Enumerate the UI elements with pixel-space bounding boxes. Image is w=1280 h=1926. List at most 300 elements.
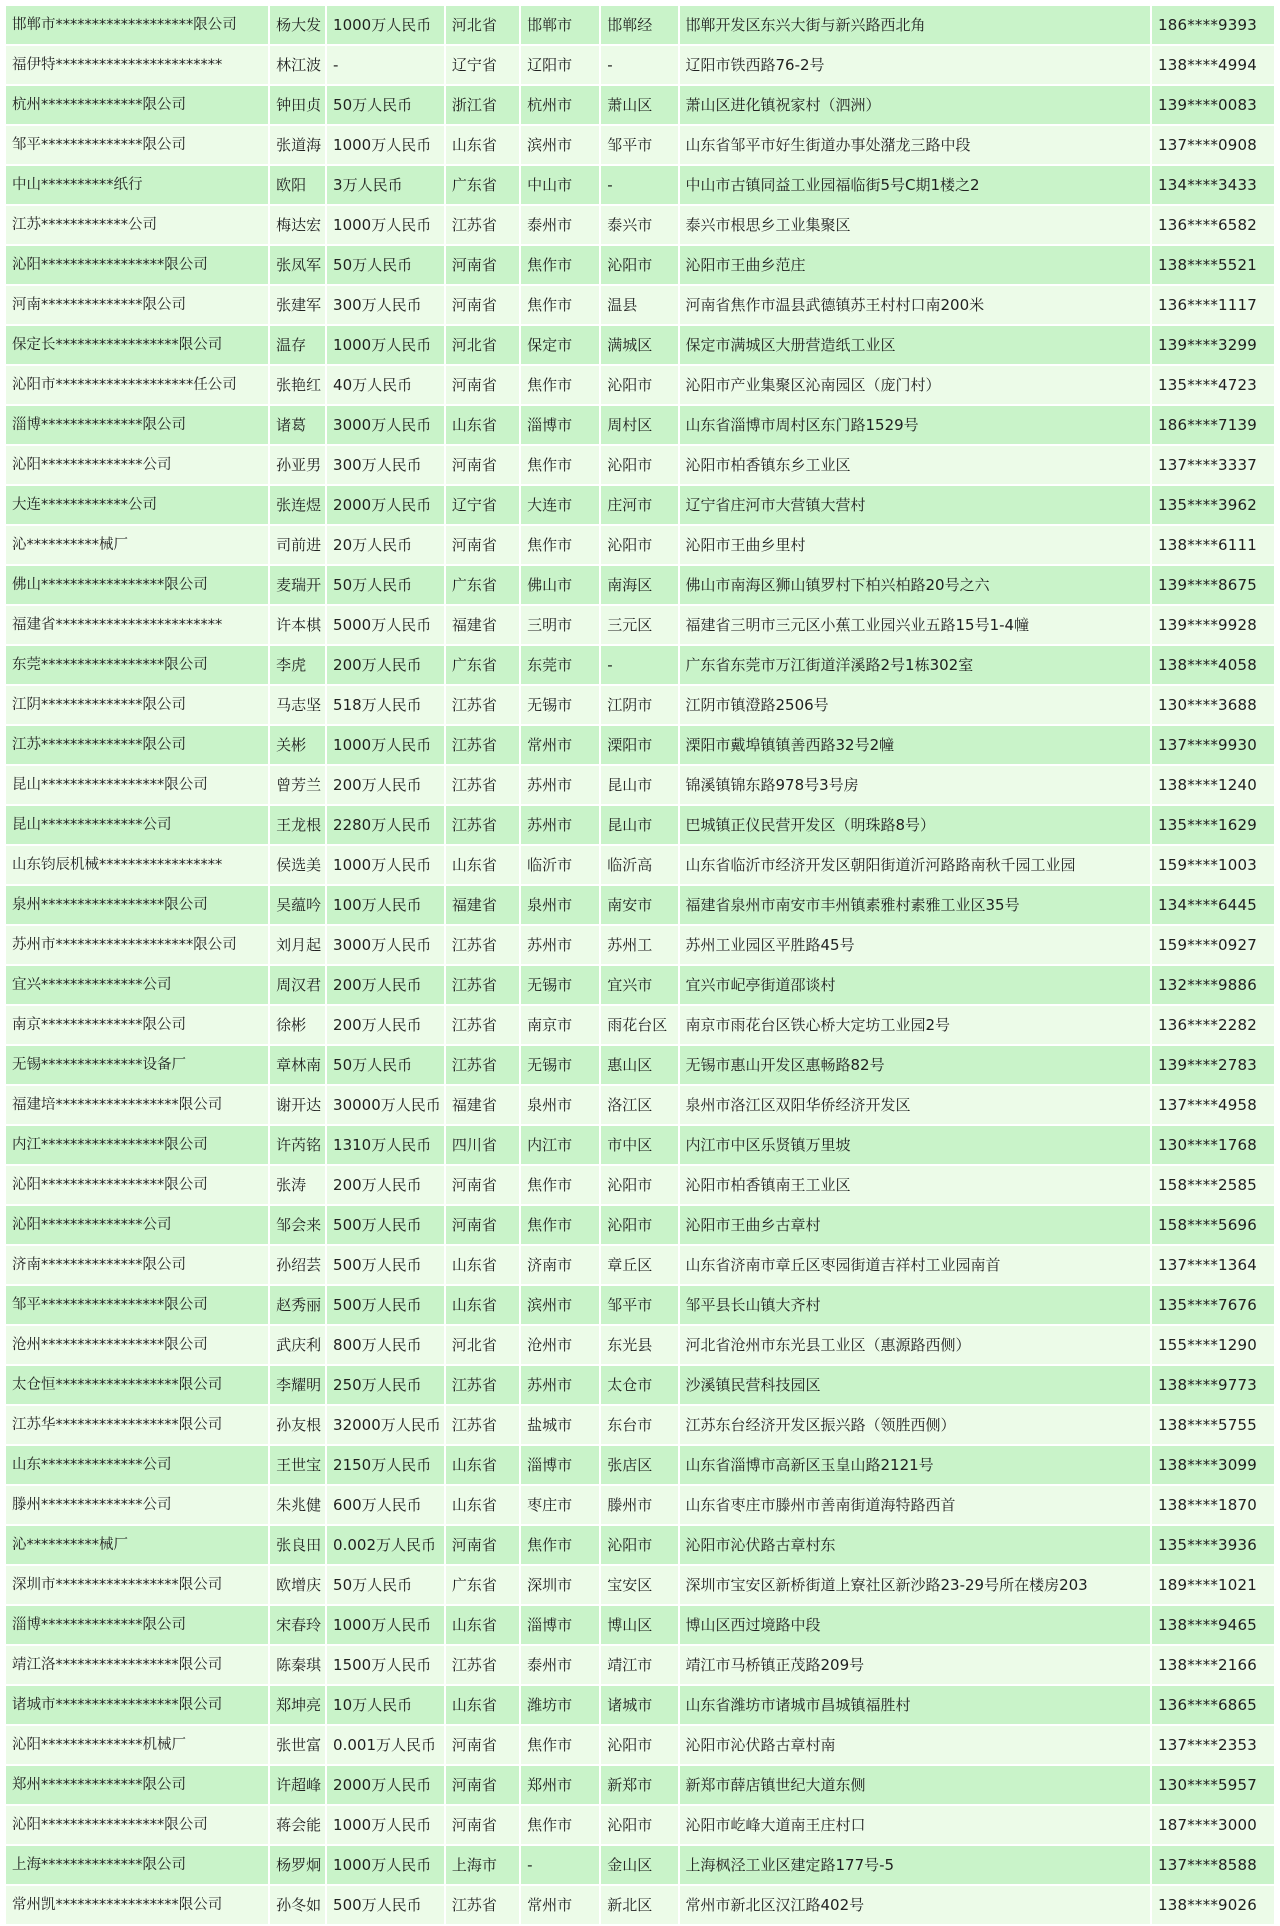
table-row bbox=[6, 166, 1274, 204]
province-cell: 河南省 bbox=[446, 366, 519, 404]
city-cell: 滨州市 bbox=[521, 126, 599, 164]
table-row bbox=[6, 1446, 1274, 1484]
district-cell: 沁阳市 bbox=[601, 446, 677, 484]
legal-representative-cell: 吴蕴吟 bbox=[270, 886, 325, 924]
table-row bbox=[6, 1846, 1274, 1884]
legal-representative-cell: 邹会来 bbox=[270, 1206, 325, 1244]
phone-cell: 136****1117 bbox=[1152, 286, 1274, 324]
city-cell: 杭州市 bbox=[521, 86, 599, 124]
district-cell: 东台市 bbox=[601, 1406, 677, 1444]
phone-cell: 138****3099 bbox=[1152, 1446, 1274, 1484]
address-cell: 南京市雨花台区铁心桥大定坊工业园2号 bbox=[680, 1006, 1151, 1044]
registered-capital-cell: 200万人民币 bbox=[327, 646, 444, 684]
district-cell: 诸城市 bbox=[601, 1686, 677, 1724]
table-row bbox=[6, 1006, 1274, 1044]
phone-cell: 139****2783 bbox=[1152, 1046, 1274, 1084]
phone-cell: 135****3936 bbox=[1152, 1526, 1274, 1564]
address-cell: 福建省三明市三元区小蕉工业园兴业五路15号1-4幢 bbox=[680, 606, 1151, 644]
district-cell: 博山区 bbox=[601, 1606, 677, 1644]
phone-cell: 136****2282 bbox=[1152, 1006, 1274, 1044]
district-cell: - bbox=[601, 166, 677, 204]
city-cell: 泉州市 bbox=[521, 1086, 599, 1124]
registered-capital-cell: 1000万人民币 bbox=[327, 1846, 444, 1884]
address-cell: 江阴市镇澄路2506号 bbox=[680, 686, 1151, 724]
address-cell: 苏州工业园区平胜路45号 bbox=[680, 926, 1151, 964]
registered-capital-cell: 1500万人民币 bbox=[327, 1646, 444, 1684]
company-name-cell: 沁阳*****************限公司 bbox=[6, 1166, 268, 1204]
province-cell: 河北省 bbox=[446, 6, 519, 44]
district-cell: 太仓市 bbox=[601, 1366, 677, 1404]
legal-representative-cell: 许超峰 bbox=[270, 1766, 325, 1804]
address-cell: 沁阳市沁伏路古章村南 bbox=[680, 1726, 1151, 1764]
company-name-cell: 邹平*****************限公司 bbox=[6, 1286, 268, 1324]
address-cell: 佛山市南海区狮山镇罗村下柏兴柏路20号之六 bbox=[680, 566, 1151, 604]
city-cell: 潍坊市 bbox=[521, 1686, 599, 1724]
district-cell: 溧阳市 bbox=[601, 726, 677, 764]
city-cell: 枣庄市 bbox=[521, 1486, 599, 1524]
legal-representative-cell: 孙绍芸 bbox=[270, 1246, 325, 1284]
district-cell: 温县 bbox=[601, 286, 677, 324]
legal-representative-cell: 蒋会能 bbox=[270, 1806, 325, 1844]
phone-cell: 137****0908 bbox=[1152, 126, 1274, 164]
phone-cell: 136****6582 bbox=[1152, 206, 1274, 244]
table-row bbox=[6, 1286, 1274, 1324]
registered-capital-cell: 0.002万人民币 bbox=[327, 1526, 444, 1564]
district-cell: 宜兴市 bbox=[601, 966, 677, 1004]
registered-capital-cell: 2000万人民币 bbox=[327, 1766, 444, 1804]
district-cell: 庄河市 bbox=[601, 486, 677, 524]
address-cell: 广东省东莞市万江街道洋溪路2号1栋302室 bbox=[680, 646, 1151, 684]
table-row bbox=[6, 1726, 1274, 1764]
company-name-cell: 江苏**************限公司 bbox=[6, 726, 268, 764]
company-name-cell: 杭州**************限公司 bbox=[6, 86, 268, 124]
district-cell: 临沂高 bbox=[601, 846, 677, 884]
legal-representative-cell: 张涛 bbox=[270, 1166, 325, 1204]
province-cell: 河南省 bbox=[446, 1526, 519, 1564]
legal-representative-cell: 杨罗炯 bbox=[270, 1846, 325, 1884]
phone-cell: 158****5696 bbox=[1152, 1206, 1274, 1244]
province-cell: 山东省 bbox=[446, 126, 519, 164]
city-cell: 南京市 bbox=[521, 1006, 599, 1044]
city-cell: 苏州市 bbox=[521, 806, 599, 844]
company-name-cell: 泉州*****************限公司 bbox=[6, 886, 268, 924]
company-name-cell: 东莞*****************限公司 bbox=[6, 646, 268, 684]
registered-capital-cell: 3000万人民币 bbox=[327, 926, 444, 964]
province-cell: 河南省 bbox=[446, 246, 519, 284]
district-cell: - bbox=[601, 46, 677, 84]
registered-capital-cell: 2000万人民币 bbox=[327, 486, 444, 524]
legal-representative-cell: 张建军 bbox=[270, 286, 325, 324]
table-row bbox=[6, 926, 1274, 964]
address-cell: 山东省邹平市好生街道办事处潴龙三路中段 bbox=[680, 126, 1151, 164]
address-cell: 沁阳市屹峰大道南王庄村口 bbox=[680, 1806, 1151, 1844]
legal-representative-cell: 谢开达 bbox=[270, 1086, 325, 1124]
city-cell: 邯郸市 bbox=[521, 6, 599, 44]
legal-representative-cell: 孙亚男 bbox=[270, 446, 325, 484]
address-cell: 山东省潍坊市诸城市昌城镇福胜村 bbox=[680, 1686, 1151, 1724]
table-row bbox=[6, 1606, 1274, 1644]
registered-capital-cell: 250万人民币 bbox=[327, 1366, 444, 1404]
company-name-cell: 佛山*****************限公司 bbox=[6, 566, 268, 604]
address-cell: 辽阳市铁西路76-2号 bbox=[680, 46, 1151, 84]
city-cell: 滨州市 bbox=[521, 1286, 599, 1324]
legal-representative-cell: 曾芳兰 bbox=[270, 766, 325, 804]
legal-representative-cell: 张凤军 bbox=[270, 246, 325, 284]
city-cell: 焦作市 bbox=[521, 366, 599, 404]
company-name-cell: 沁阳**************机械厂 bbox=[6, 1726, 268, 1764]
district-cell: 沁阳市 bbox=[601, 526, 677, 564]
province-cell: 江苏省 bbox=[446, 806, 519, 844]
table-row bbox=[6, 1406, 1274, 1444]
city-cell: 无锡市 bbox=[521, 966, 599, 1004]
city-cell: 沧州市 bbox=[521, 1326, 599, 1364]
table-row bbox=[6, 566, 1274, 604]
province-cell: 广东省 bbox=[446, 166, 519, 204]
address-cell: 邹平县长山镇大齐村 bbox=[680, 1286, 1151, 1324]
table-row bbox=[6, 486, 1274, 524]
address-cell: 福建省泉州市南安市丰州镇素雅村素雅工业区35号 bbox=[680, 886, 1151, 924]
address-cell: 中山市古镇同益工业园福临街5号C期1楼之2 bbox=[680, 166, 1151, 204]
company-name-cell: 中山**********纸行 bbox=[6, 166, 268, 204]
legal-representative-cell: 钟田贞 bbox=[270, 86, 325, 124]
phone-cell: 138****9026 bbox=[1152, 1886, 1274, 1924]
registered-capital-cell: 30000万人民币 bbox=[327, 1086, 444, 1124]
city-cell: 苏州市 bbox=[521, 1366, 599, 1404]
city-cell: 焦作市 bbox=[521, 1166, 599, 1204]
city-cell: 济南市 bbox=[521, 1246, 599, 1284]
company-name-cell: 无锡**************设备厂 bbox=[6, 1046, 268, 1084]
city-cell: 淄博市 bbox=[521, 1606, 599, 1644]
registered-capital-cell: 50万人民币 bbox=[327, 1046, 444, 1084]
registered-capital-cell: 2150万人民币 bbox=[327, 1446, 444, 1484]
phone-cell: 139****9928 bbox=[1152, 606, 1274, 644]
province-cell: 广东省 bbox=[446, 566, 519, 604]
city-cell: 焦作市 bbox=[521, 1526, 599, 1564]
address-cell: 内江市中区乐贤镇万里坡 bbox=[680, 1126, 1151, 1164]
district-cell: 东光县 bbox=[601, 1326, 677, 1364]
city-cell: 无锡市 bbox=[521, 686, 599, 724]
registered-capital-cell: 518万人民币 bbox=[327, 686, 444, 724]
province-cell: 广东省 bbox=[446, 646, 519, 684]
city-cell: 焦作市 bbox=[521, 1726, 599, 1764]
company-name-cell: 内江*****************限公司 bbox=[6, 1126, 268, 1164]
phone-cell: 137****8588 bbox=[1152, 1846, 1274, 1884]
company-name-cell: 江阴**************限公司 bbox=[6, 686, 268, 724]
phone-cell: 138****2166 bbox=[1152, 1646, 1274, 1684]
province-cell: 江苏省 bbox=[446, 1006, 519, 1044]
phone-cell: 137****2353 bbox=[1152, 1726, 1274, 1764]
district-cell: 雨花台区 bbox=[601, 1006, 677, 1044]
registered-capital-cell: 1000万人民币 bbox=[327, 6, 444, 44]
province-cell: 江苏省 bbox=[446, 1886, 519, 1924]
legal-representative-cell: 赵秀丽 bbox=[270, 1286, 325, 1324]
table-row bbox=[6, 406, 1274, 444]
registered-capital-cell: 10万人民币 bbox=[327, 1686, 444, 1724]
table-row bbox=[6, 1166, 1274, 1204]
district-cell: 邹平市 bbox=[601, 1286, 677, 1324]
legal-representative-cell: 关彬 bbox=[270, 726, 325, 764]
address-cell: 靖江市马桥镇正茂路209号 bbox=[680, 1646, 1151, 1684]
city-cell: 泉州市 bbox=[521, 886, 599, 924]
district-cell: 沁阳市 bbox=[601, 246, 677, 284]
district-cell: 南安市 bbox=[601, 886, 677, 924]
province-cell: 福建省 bbox=[446, 886, 519, 924]
registered-capital-cell: 200万人民币 bbox=[327, 766, 444, 804]
phone-cell: 135****1629 bbox=[1152, 806, 1274, 844]
company-name-cell: 沁阳市*******************任公司 bbox=[6, 366, 268, 404]
company-name-cell: 沁阳*****************限公司 bbox=[6, 1806, 268, 1844]
address-cell: 邯郸开发区东兴大街与新兴路西北角 bbox=[680, 6, 1151, 44]
table-row bbox=[6, 886, 1274, 924]
address-cell: 江苏东台经济开发区振兴路（领胜西侧） bbox=[680, 1406, 1151, 1444]
company-name-cell: 河南**************限公司 bbox=[6, 286, 268, 324]
province-cell: 河南省 bbox=[446, 1766, 519, 1804]
registered-capital-cell: 50万人民币 bbox=[327, 566, 444, 604]
legal-representative-cell: 孙冬如 bbox=[270, 1886, 325, 1924]
address-cell: 山东省淄博市高新区玉皇山路2121号 bbox=[680, 1446, 1151, 1484]
company-name-cell: 江苏华*****************限公司 bbox=[6, 1406, 268, 1444]
phone-cell: 137****3337 bbox=[1152, 446, 1274, 484]
legal-representative-cell: 欧增庆 bbox=[270, 1566, 325, 1604]
table-body bbox=[6, 6, 1274, 1924]
company-name-cell: 邹平**************限公司 bbox=[6, 126, 268, 164]
city-cell: 苏州市 bbox=[521, 766, 599, 804]
legal-representative-cell: 杨大发 bbox=[270, 6, 325, 44]
province-cell: 四川省 bbox=[446, 1126, 519, 1164]
address-cell: 沁阳市王曲乡里村 bbox=[680, 526, 1151, 564]
legal-representative-cell: 欧阳 bbox=[270, 166, 325, 204]
phone-cell: 159****0927 bbox=[1152, 926, 1274, 964]
address-cell: 宜兴市屺亭街道邵谈村 bbox=[680, 966, 1151, 1004]
district-cell: 满城区 bbox=[601, 326, 677, 364]
table-row bbox=[6, 846, 1274, 884]
address-cell: 巴城镇正仪民营开发区（明珠路8号） bbox=[680, 806, 1151, 844]
city-cell: 焦作市 bbox=[521, 526, 599, 564]
company-name-cell: 沁**********械厂 bbox=[6, 1526, 268, 1564]
phone-cell: 159****1003 bbox=[1152, 846, 1274, 884]
company-name-cell: 靖江洛*****************限公司 bbox=[6, 1646, 268, 1684]
legal-representative-cell: 许芮铭 bbox=[270, 1126, 325, 1164]
registered-capital-cell: 100万人民币 bbox=[327, 886, 444, 924]
table-row bbox=[6, 1326, 1274, 1364]
company-name-cell: 福建省*********************** bbox=[6, 606, 268, 644]
phone-cell: 186****7139 bbox=[1152, 406, 1274, 444]
company-name-cell: 滕州**************公司 bbox=[6, 1486, 268, 1524]
legal-representative-cell: 张良田 bbox=[270, 1526, 325, 1564]
registered-capital-cell: 32000万人民币 bbox=[327, 1406, 444, 1444]
company-name-cell: 沁**********械厂 bbox=[6, 526, 268, 564]
registered-capital-cell: 300万人民币 bbox=[327, 286, 444, 324]
table-row bbox=[6, 446, 1274, 484]
province-cell: 江苏省 bbox=[446, 1366, 519, 1404]
table-row bbox=[6, 1886, 1274, 1924]
address-cell: 河南省焦作市温县武德镇苏王村村口南200米 bbox=[680, 286, 1151, 324]
address-cell: 萧山区进化镇祝家村（泗洲） bbox=[680, 86, 1151, 124]
phone-cell: 138****4994 bbox=[1152, 46, 1274, 84]
legal-representative-cell: 王世宝 bbox=[270, 1446, 325, 1484]
address-cell: 山东省枣庄市滕州市善南街道海特路西首 bbox=[680, 1486, 1151, 1524]
district-cell: 金山区 bbox=[601, 1846, 677, 1884]
table-row bbox=[6, 6, 1274, 44]
table-row bbox=[6, 126, 1274, 164]
city-cell: 东莞市 bbox=[521, 646, 599, 684]
company-name-cell: 山东**************公司 bbox=[6, 1446, 268, 1484]
legal-representative-cell: 温存 bbox=[270, 326, 325, 364]
registered-capital-cell: 1000万人民币 bbox=[327, 726, 444, 764]
legal-representative-cell: 麦瑞开 bbox=[270, 566, 325, 604]
district-cell: 宝安区 bbox=[601, 1566, 677, 1604]
address-cell: 山东省济南市章丘区枣园街道吉祥村工业园南首 bbox=[680, 1246, 1151, 1284]
city-cell: 常州市 bbox=[521, 726, 599, 764]
phone-cell: 155****1290 bbox=[1152, 1326, 1274, 1364]
address-cell: 保定市满城区大册营造纸工业区 bbox=[680, 326, 1151, 364]
company-name-cell: 常州凯*****************限公司 bbox=[6, 1886, 268, 1924]
district-cell: 沁阳市 bbox=[601, 366, 677, 404]
company-name-cell: 沁阳*****************限公司 bbox=[6, 246, 268, 284]
district-cell: 苏州工 bbox=[601, 926, 677, 964]
province-cell: 河北省 bbox=[446, 1326, 519, 1364]
company-name-cell: 宜兴**************公司 bbox=[6, 966, 268, 1004]
province-cell: 辽宁省 bbox=[446, 486, 519, 524]
address-cell: 泉州市洛江区双阳华侨经济开发区 bbox=[680, 1086, 1151, 1124]
phone-cell: 137****4958 bbox=[1152, 1086, 1274, 1124]
city-cell: 中山市 bbox=[521, 166, 599, 204]
province-cell: 江苏省 bbox=[446, 726, 519, 764]
phone-cell: 135****4723 bbox=[1152, 366, 1274, 404]
registered-capital-cell: 3万人民币 bbox=[327, 166, 444, 204]
company-name-cell: 江苏************公司 bbox=[6, 206, 268, 244]
company-name-cell: 保定长*****************限公司 bbox=[6, 326, 268, 364]
address-cell: 无锡市惠山开发区惠畅路82号 bbox=[680, 1046, 1151, 1084]
district-cell: 靖江市 bbox=[601, 1646, 677, 1684]
registered-capital-cell: 40万人民币 bbox=[327, 366, 444, 404]
table-row bbox=[6, 766, 1274, 804]
district-cell: 三元区 bbox=[601, 606, 677, 644]
phone-cell: 130****1768 bbox=[1152, 1126, 1274, 1164]
company-name-cell: 上海**************限公司 bbox=[6, 1846, 268, 1884]
registered-capital-cell: 50万人民币 bbox=[327, 246, 444, 284]
city-cell: 郑州市 bbox=[521, 1766, 599, 1804]
table-row bbox=[6, 526, 1274, 564]
district-cell: - bbox=[601, 646, 677, 684]
company-name-cell: 郑州**************限公司 bbox=[6, 1766, 268, 1804]
table-row bbox=[6, 366, 1274, 404]
city-cell: - bbox=[521, 1846, 599, 1884]
address-cell: 辽宁省庄河市大营镇大营村 bbox=[680, 486, 1151, 524]
table-row bbox=[6, 1806, 1274, 1844]
legal-representative-cell: 张连煜 bbox=[270, 486, 325, 524]
table-row bbox=[6, 606, 1274, 644]
table-row bbox=[6, 246, 1274, 284]
registered-capital-cell: 500万人民币 bbox=[327, 1886, 444, 1924]
city-cell: 内江市 bbox=[521, 1126, 599, 1164]
province-cell: 河南省 bbox=[446, 526, 519, 564]
table-row bbox=[6, 1126, 1274, 1164]
province-cell: 山东省 bbox=[446, 1246, 519, 1284]
phone-cell: 137****9930 bbox=[1152, 726, 1274, 764]
city-cell: 淄博市 bbox=[521, 406, 599, 444]
address-cell: 河北省沧州市东光县工业区（惠源路西侧） bbox=[680, 1326, 1151, 1364]
city-cell: 保定市 bbox=[521, 326, 599, 364]
address-cell: 沁阳市沁伏路古章村东 bbox=[680, 1526, 1151, 1564]
phone-cell: 132****9886 bbox=[1152, 966, 1274, 1004]
district-cell: 昆山市 bbox=[601, 766, 677, 804]
legal-representative-cell: 刘月起 bbox=[270, 926, 325, 964]
phone-cell: 137****1364 bbox=[1152, 1246, 1274, 1284]
legal-representative-cell: 司前进 bbox=[270, 526, 325, 564]
phone-cell: 138****9465 bbox=[1152, 1606, 1274, 1644]
district-cell: 南海区 bbox=[601, 566, 677, 604]
address-cell: 新郑市薛店镇世纪大道东侧 bbox=[680, 1766, 1151, 1804]
registered-capital-cell: 1000万人民币 bbox=[327, 326, 444, 364]
legal-representative-cell: 许本棋 bbox=[270, 606, 325, 644]
province-cell: 江苏省 bbox=[446, 766, 519, 804]
district-cell: 沁阳市 bbox=[601, 1726, 677, 1764]
company-name-cell: 诸城市*****************限公司 bbox=[6, 1686, 268, 1724]
table-row bbox=[6, 1486, 1274, 1524]
table-row bbox=[6, 1366, 1274, 1404]
province-cell: 江苏省 bbox=[446, 686, 519, 724]
legal-representative-cell: 诸葛 bbox=[270, 406, 325, 444]
phone-cell: 138****9773 bbox=[1152, 1366, 1274, 1404]
city-cell: 深圳市 bbox=[521, 1566, 599, 1604]
district-cell: 新郑市 bbox=[601, 1766, 677, 1804]
company-name-cell: 山东钧辰机械***************** bbox=[6, 846, 268, 884]
table-row bbox=[6, 46, 1274, 84]
city-cell: 苏州市 bbox=[521, 926, 599, 964]
table-row bbox=[6, 1646, 1274, 1684]
legal-representative-cell: 章林南 bbox=[270, 1046, 325, 1084]
district-cell: 洛江区 bbox=[601, 1086, 677, 1124]
phone-cell: 130****5957 bbox=[1152, 1766, 1274, 1804]
city-cell: 泰州市 bbox=[521, 1646, 599, 1684]
legal-representative-cell: 孙友根 bbox=[270, 1406, 325, 1444]
phone-cell: 158****2585 bbox=[1152, 1166, 1274, 1204]
registered-capital-cell: 1310万人民币 bbox=[327, 1126, 444, 1164]
address-cell: 上海枫泾工业区建定路177号-5 bbox=[680, 1846, 1151, 1884]
city-cell: 临沂市 bbox=[521, 846, 599, 884]
registered-capital-cell: 1000万人民币 bbox=[327, 1806, 444, 1844]
district-cell: 章丘区 bbox=[601, 1246, 677, 1284]
company-name-cell: 福伊特*********************** bbox=[6, 46, 268, 84]
legal-representative-cell: 张艳红 bbox=[270, 366, 325, 404]
registered-capital-cell: 600万人民币 bbox=[327, 1486, 444, 1524]
legal-representative-cell: 李虎 bbox=[270, 646, 325, 684]
phone-cell: 138****6111 bbox=[1152, 526, 1274, 564]
district-cell: 张店区 bbox=[601, 1446, 677, 1484]
province-cell: 江苏省 bbox=[446, 206, 519, 244]
registered-capital-cell: 1000万人民币 bbox=[327, 1606, 444, 1644]
table-row bbox=[6, 1526, 1274, 1564]
city-cell: 焦作市 bbox=[521, 1206, 599, 1244]
district-cell: 沁阳市 bbox=[601, 1206, 677, 1244]
province-cell: 浙江省 bbox=[446, 86, 519, 124]
company-name-cell: 淄博**************限公司 bbox=[6, 1606, 268, 1644]
district-cell: 惠山区 bbox=[601, 1046, 677, 1084]
province-cell: 江苏省 bbox=[446, 1046, 519, 1084]
district-cell: 邹平市 bbox=[601, 126, 677, 164]
province-cell: 山东省 bbox=[446, 406, 519, 444]
legal-representative-cell: 徐彬 bbox=[270, 1006, 325, 1044]
phone-cell: 138****1870 bbox=[1152, 1486, 1274, 1524]
address-cell: 博山区西过境路中段 bbox=[680, 1606, 1151, 1644]
registered-capital-cell: 3000万人民币 bbox=[327, 406, 444, 444]
province-cell: 河南省 bbox=[446, 1806, 519, 1844]
table-row bbox=[6, 1046, 1274, 1084]
province-cell: 山东省 bbox=[446, 1286, 519, 1324]
table-row bbox=[6, 286, 1274, 324]
city-cell: 泰州市 bbox=[521, 206, 599, 244]
